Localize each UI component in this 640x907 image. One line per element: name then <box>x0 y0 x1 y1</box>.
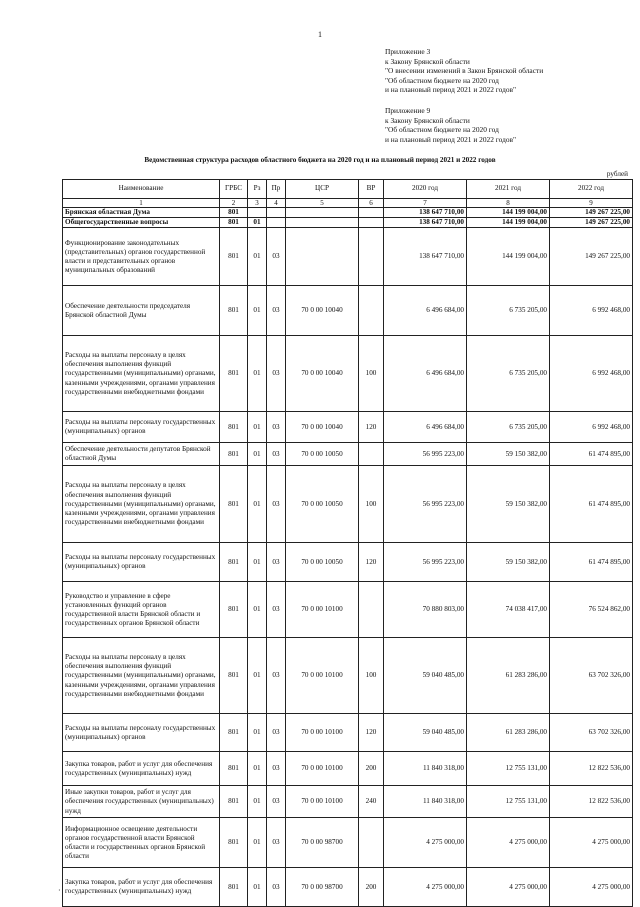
row-2022: 6 992 468,00 <box>550 412 633 443</box>
row-vr: 100 <box>359 638 384 714</box>
row-vr <box>359 228 384 286</box>
appendix-line: и на плановый период 2021 и 2022 годов" <box>385 134 517 144</box>
col-number: 3 <box>248 199 267 208</box>
row-2022: 61 474 895,00 <box>550 466 633 543</box>
row-vr <box>359 286 384 336</box>
row-2022: 6 992 468,00 <box>550 336 633 412</box>
row-2021: 59 150 382,00 <box>467 466 550 543</box>
row-vr: 100 <box>359 336 384 412</box>
row-2021: 4 275 000,00 <box>467 818 550 868</box>
table-row <box>63 412 633 443</box>
table-row <box>63 466 633 543</box>
row-rz: 01 <box>248 466 267 543</box>
row-rz: 01 <box>248 582 267 638</box>
row-2020: 138 647 710,00 <box>384 218 467 228</box>
row-2022: 63 702 326,00 <box>550 638 633 714</box>
col-header-name: Наименование <box>63 180 220 199</box>
row-pr: 03 <box>267 543 286 582</box>
appendix-line: Приложение 9 <box>385 106 431 115</box>
col-number: 1 <box>63 199 220 208</box>
row-name: Расходы на выплаты персоналу в целях обеспечения выполнения функций государственными (муниципальными) органами, казенными учреждениями, органами управления государственными внебюджетными фондами <box>63 466 220 543</box>
row-vr: 120 <box>359 714 384 752</box>
row-vr: 100 <box>359 466 384 543</box>
row-2021: 6 735 205,00 <box>467 412 550 443</box>
col-header-csr: ЦСР <box>286 180 359 199</box>
row-pr: 03 <box>267 412 286 443</box>
row-vr <box>359 582 384 638</box>
row-pr: 03 <box>267 336 286 412</box>
row-csr: 70 0 00 98700 <box>286 868 359 907</box>
row-2020: 70 880 803,00 <box>384 582 467 638</box>
row-vr: 200 <box>359 868 384 907</box>
row-2020: 11 840 318,00 <box>384 752 467 786</box>
row-2020: 56 995 223,00 <box>384 443 467 466</box>
row-2022: 12 822 536,00 <box>550 752 633 786</box>
row-name: Информационное освещение деятельности органов государственной власти Брянской области и государственных органов Брянской области <box>63 818 220 868</box>
row-2021: 6 735 205,00 <box>467 286 550 336</box>
table-row <box>63 638 633 714</box>
table-row <box>63 868 633 907</box>
row-grbs: 801 <box>220 286 248 336</box>
row-2022: 6 992 468,00 <box>550 286 633 336</box>
row-name: Общегосударственные вопросы <box>63 218 220 228</box>
row-2022: 12 822 536,00 <box>550 786 633 818</box>
row-2021: 61 283 286,00 <box>467 714 550 752</box>
table-row <box>63 818 633 868</box>
document-title: Ведомственная структура расходов областного бюджета на 2020 год и на плановый период 2021 и 2022 годов <box>144 156 496 164</box>
row-grbs: 801 <box>220 336 248 412</box>
row-2020: 6 496 684,00 <box>384 336 467 412</box>
row-vr <box>359 818 384 868</box>
row-rz: 01 <box>248 786 267 818</box>
row-pr: 03 <box>267 786 286 818</box>
table-row <box>63 336 633 412</box>
row-grbs: 801 <box>220 714 248 752</box>
row-pr <box>267 208 286 218</box>
row-pr: 03 <box>267 868 286 907</box>
table-row <box>63 443 633 466</box>
col-number: 5 <box>286 199 359 208</box>
table-row <box>63 543 633 582</box>
row-grbs: 801 <box>220 752 248 786</box>
row-name: Расходы на выплаты персоналу в целях обеспечения выполнения функций государственными (муниципальными) органами, казенными учреждениями, органами управления государственными внебюджетными фондами <box>63 336 220 412</box>
appendix-line: к Закону Брянской области <box>385 115 470 125</box>
row-pr: 03 <box>267 228 286 286</box>
row-rz: 01 <box>248 443 267 466</box>
table-row <box>63 208 633 218</box>
row-grbs: 801 <box>220 818 248 868</box>
row-2021: 12 755 131,00 <box>467 786 550 818</box>
row-grbs: 801 <box>220 228 248 286</box>
row-2020: 59 040 485,00 <box>384 714 467 752</box>
row-2022: 4 275 000,00 <box>550 818 633 868</box>
row-name: Расходы на выплаты персоналу в целях обеспечения выполнения функций государственными (муниципальными) органами, казенными учреждениями, органами управления государственными внебюджетными фондами <box>63 638 220 714</box>
row-rz: 01 <box>248 228 267 286</box>
row-grbs: 801 <box>220 582 248 638</box>
col-number: 8 <box>467 199 550 208</box>
row-2021: 144 199 004,00 <box>467 218 550 228</box>
row-pr: 03 <box>267 582 286 638</box>
row-rz: 01 <box>248 412 267 443</box>
row-pr: 03 <box>267 638 286 714</box>
row-csr: 70 0 00 10100 <box>286 582 359 638</box>
col-header-vr: ВР <box>359 180 384 199</box>
row-vr: 200 <box>359 752 384 786</box>
row-rz: 01 <box>248 543 267 582</box>
row-2020: 56 995 223,00 <box>384 466 467 543</box>
row-csr: 70 0 00 10050 <box>286 466 359 543</box>
table-row <box>63 786 633 818</box>
row-csr: 70 0 00 10040 <box>286 286 359 336</box>
row-2021: 144 199 004,00 <box>467 228 550 286</box>
row-name: Иные закупки товаров, работ и услуг для обеспечения государственных (муниципальных) нужд <box>63 786 220 818</box>
row-vr <box>359 208 384 218</box>
row-2022: 63 702 326,00 <box>550 714 633 752</box>
row-rz: 01 <box>248 714 267 752</box>
row-name: Функционирование законодательных (представительных) органов государственной власти и представительных органов муниципальных образований <box>63 228 220 286</box>
row-rz: 01 <box>248 868 267 907</box>
appendix-9-header <box>385 106 516 144</box>
col-number: 4 <box>267 199 286 208</box>
table-row <box>63 218 633 228</box>
budget-table <box>62 179 633 907</box>
row-vr: 240 <box>359 786 384 818</box>
col-number: 2 <box>220 199 248 208</box>
row-grbs: 801 <box>220 208 248 218</box>
col-header-pr: Пр <box>267 180 286 199</box>
row-2020: 138 647 710,00 <box>384 208 467 218</box>
row-2021: 59 150 382,00 <box>467 543 550 582</box>
appendix-line: Приложение 3 <box>385 47 431 56</box>
col-number: 7 <box>384 199 467 208</box>
row-2021: 144 199 004,00 <box>467 208 550 218</box>
row-pr: 03 <box>267 286 286 336</box>
row-csr <box>286 208 359 218</box>
row-2021: 59 150 382,00 <box>467 443 550 466</box>
row-2022: 149 267 225,00 <box>550 218 633 228</box>
row-grbs: 801 <box>220 638 248 714</box>
row-2021: 12 755 131,00 <box>467 752 550 786</box>
row-grbs: 801 <box>220 543 248 582</box>
row-csr: 70 0 00 10050 <box>286 543 359 582</box>
appendix-line: "Об областном бюджете на 2020 год <box>385 125 499 135</box>
row-2022: 149 267 225,00 <box>550 228 633 286</box>
appendix-line: к Закону Брянской области <box>385 56 470 66</box>
row-rz: 01 <box>248 218 267 228</box>
row-grbs: 801 <box>220 868 248 907</box>
column-number-row <box>63 199 633 208</box>
row-vr: 120 <box>359 543 384 582</box>
row-csr: 70 0 00 10040 <box>286 412 359 443</box>
row-rz <box>248 208 267 218</box>
row-csr: 70 0 00 10100 <box>286 786 359 818</box>
row-2022: 61 474 895,00 <box>550 543 633 582</box>
row-rz: 01 <box>248 638 267 714</box>
row-rz: 01 <box>248 818 267 868</box>
row-grbs: 801 <box>220 218 248 228</box>
row-2020: 6 496 684,00 <box>384 412 467 443</box>
row-2020: 11 840 318,00 <box>384 786 467 818</box>
table-row <box>63 286 633 336</box>
row-pr: 03 <box>267 752 286 786</box>
row-pr <box>267 218 286 228</box>
row-name: Руководство и управление в сфере установленных функций органов государственной власти Брянской области и государственных органов Брянской области <box>63 582 220 638</box>
row-2020: 56 995 223,00 <box>384 543 467 582</box>
col-header-grbs: ГРБС <box>220 180 248 199</box>
row-vr <box>359 443 384 466</box>
row-csr: 70 0 00 10100 <box>286 714 359 752</box>
row-2022: 4 275 000,00 <box>550 868 633 907</box>
row-csr: 70 0 00 10100 <box>286 752 359 786</box>
row-grbs: 801 <box>220 466 248 543</box>
row-2020: 59 040 485,00 <box>384 638 467 714</box>
row-csr: 70 0 00 98700 <box>286 818 359 868</box>
row-name: Закупка товаров, работ и услуг для обеспечения государственных (муниципальных) нужд <box>63 868 220 907</box>
row-2021: 4 275 000,00 <box>467 868 550 907</box>
row-2022: 149 267 225,00 <box>550 208 633 218</box>
row-pr: 03 <box>267 443 286 466</box>
row-csr: 70 0 00 10040 <box>286 336 359 412</box>
row-name: Обеспечение деятельности депутатов Брянской областной Думы <box>63 443 220 466</box>
col-number: 9 <box>550 199 633 208</box>
table-row <box>63 714 633 752</box>
appendix-line: и на плановый период 2021 и 2022 годов" <box>385 85 517 95</box>
table-row <box>63 228 633 286</box>
col-header-2022: 2022 год <box>550 180 633 199</box>
row-grbs: 801 <box>220 443 248 466</box>
row-2021: 6 735 205,00 <box>467 336 550 412</box>
row-name: Расходы на выплаты персоналу государственных (муниципальных) органов <box>63 543 220 582</box>
row-csr: 70 0 00 10050 <box>286 443 359 466</box>
row-vr: 120 <box>359 412 384 443</box>
header-row <box>63 180 633 199</box>
table-row <box>63 752 633 786</box>
row-2021: 74 038 417,00 <box>467 582 550 638</box>
row-name: Расходы на выплаты персоналу государственных (муниципальных) органов <box>63 714 220 752</box>
appendix-line: "О внесении изменений в Закон Брянской области <box>385 66 544 76</box>
row-2022: 61 474 895,00 <box>550 443 633 466</box>
row-rz: 01 <box>248 752 267 786</box>
row-name: Обеспечение деятельности председателя Брянской областной Думы <box>63 286 220 336</box>
row-rz: 01 <box>248 286 267 336</box>
bottom-mark: · <box>58 886 61 895</box>
row-pr: 03 <box>267 466 286 543</box>
row-csr <box>286 218 359 228</box>
row-csr <box>286 228 359 286</box>
row-grbs: 801 <box>220 412 248 443</box>
row-grbs: 801 <box>220 786 248 818</box>
row-vr <box>359 218 384 228</box>
col-header-2021: 2021 год <box>467 180 550 199</box>
page-number: 1 <box>318 30 322 39</box>
row-pr: 03 <box>267 818 286 868</box>
table-row <box>63 582 633 638</box>
row-name: Расходы на выплаты персоналу государственных (муниципальных) органов <box>63 412 220 443</box>
row-2020: 6 496 684,00 <box>384 286 467 336</box>
row-2022: 76 524 862,00 <box>550 582 633 638</box>
row-2020: 4 275 000,00 <box>384 818 467 868</box>
units-label: рублей <box>606 170 628 178</box>
table-body <box>63 208 633 907</box>
col-header-2020: 2020 год <box>384 180 467 199</box>
row-rz: 01 <box>248 336 267 412</box>
appendix-line: "Об областном бюджете на 2020 год <box>385 75 499 85</box>
row-pr: 03 <box>267 714 286 752</box>
row-name: Брянская областная Дума <box>63 208 220 218</box>
appendix-3-header <box>385 47 543 95</box>
col-header-rz: Рз <box>248 180 267 199</box>
row-name: Закупка товаров, работ и услуг для обеспечения государственных (муниципальных) нужд <box>63 752 220 786</box>
row-2020: 4 275 000,00 <box>384 868 467 907</box>
row-2021: 61 283 286,00 <box>467 638 550 714</box>
col-number: 6 <box>359 199 384 208</box>
row-2020: 138 647 710,00 <box>384 228 467 286</box>
row-csr: 70 0 00 10100 <box>286 638 359 714</box>
